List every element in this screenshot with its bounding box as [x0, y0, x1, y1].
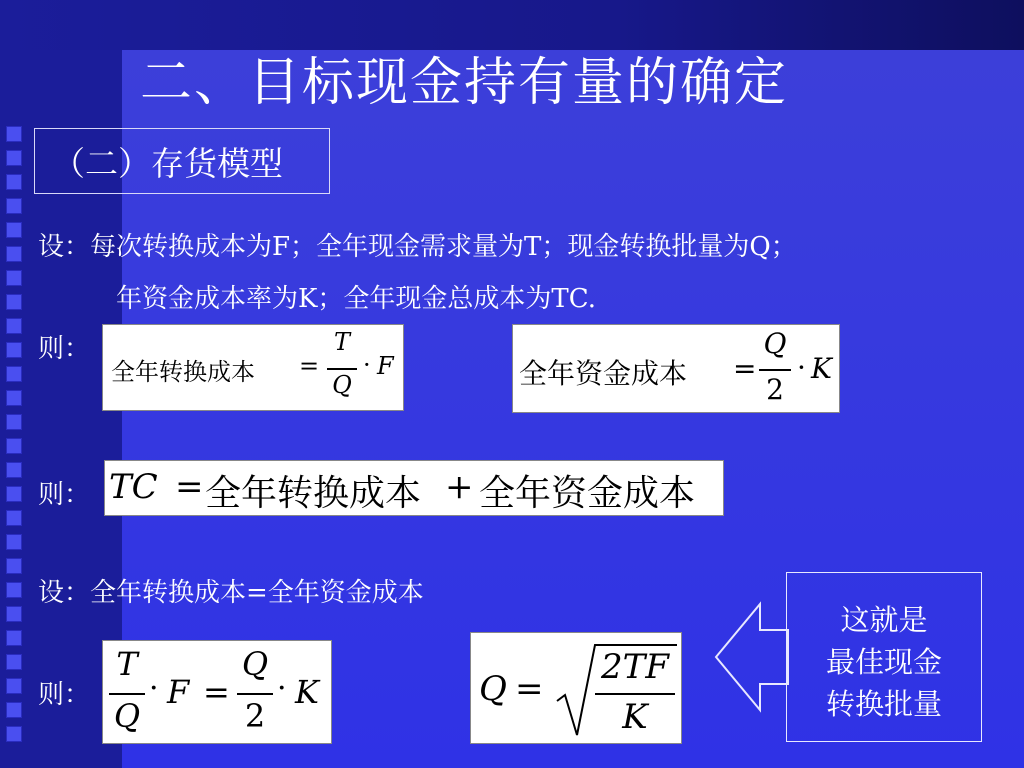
fraction-bar — [759, 369, 791, 371]
callout-line-3: 转换批量 — [825, 687, 942, 721]
multiply-dot: · — [797, 351, 806, 384]
denominator-2: 2 — [244, 697, 266, 735]
formula-equality — [102, 640, 332, 744]
equals-sign: = — [175, 467, 204, 507]
formula-capital-cost — [512, 324, 840, 413]
formula-optimal-q — [470, 632, 682, 744]
fraction-bar-1 — [109, 693, 145, 695]
then-label-1: 则： — [38, 334, 91, 364]
decor-square — [6, 462, 22, 478]
denominator-1: Q — [113, 697, 141, 735]
definition-line-1: 设：每次转换成本为F；全年现金需求量为T；现金转换批量为Q； — [38, 232, 797, 262]
callout-line-1: 这就是 — [840, 603, 928, 637]
decor-square — [6, 414, 22, 430]
formula-label: 全年转换成本 — [111, 358, 255, 386]
multiply-dot-2: · — [277, 671, 287, 706]
decor-square — [6, 606, 22, 622]
lhs: Q — [479, 669, 507, 709]
decor-square — [6, 438, 22, 454]
decor-square — [6, 366, 22, 382]
factor: F — [377, 352, 394, 380]
decor-square — [6, 534, 22, 550]
decor-square — [6, 702, 22, 718]
fraction-bar-2 — [237, 693, 273, 695]
decor-square — [6, 126, 22, 142]
plus-sign: + — [445, 467, 474, 507]
factor-1: F — [167, 673, 190, 711]
decor-square — [6, 342, 22, 358]
equals-sign: = — [733, 352, 757, 385]
factor: K — [811, 352, 832, 385]
formula-label: 全年资金成本 — [519, 357, 688, 390]
definition-line-2: 年资金成本率为K；全年现金总成本为TC. — [116, 284, 596, 314]
subtitle: （二）存货模型 — [52, 144, 283, 183]
numerator-1: T — [116, 645, 138, 683]
denominator: K — [622, 697, 648, 737]
term-1: 全年转换成本 — [205, 473, 422, 514]
decor-square — [6, 678, 22, 694]
term-2: 全年资金成本 — [479, 473, 696, 514]
multiply-dot-1: · — [149, 671, 159, 706]
numerator-2: Q — [241, 645, 269, 683]
slide-title: 二、目标现金持有量的确定 — [140, 53, 789, 113]
denominator: Q — [332, 371, 352, 399]
decor-square — [6, 222, 22, 238]
multiply-dot: · — [363, 351, 371, 379]
set-line: 设：全年转换成本=全年资金成本 — [38, 578, 424, 608]
numerator: Q — [763, 327, 787, 360]
fraction-bar — [595, 693, 675, 695]
numerator: 2TF — [601, 647, 669, 687]
decor-square — [6, 318, 22, 334]
denominator: 2 — [766, 373, 784, 406]
decor-square — [6, 486, 22, 502]
decor-square — [6, 510, 22, 526]
left-arrow-icon — [714, 600, 790, 714]
decor-square — [6, 558, 22, 574]
decor-square — [6, 726, 22, 742]
then-label-2: 则： — [38, 480, 91, 510]
decor-square — [6, 654, 22, 670]
fraction-bar — [327, 368, 357, 370]
decor-square — [6, 198, 22, 214]
decor-square — [6, 582, 22, 598]
decor-square — [6, 174, 22, 190]
decor-square — [6, 630, 22, 646]
numerator: T — [333, 328, 350, 356]
decor-square — [6, 246, 22, 262]
decor-square — [6, 150, 22, 166]
factor-2: K — [295, 673, 319, 711]
equals-sign: = — [203, 673, 230, 711]
equals-sign: = — [299, 352, 320, 380]
lhs: TC — [109, 467, 158, 507]
equals-sign: = — [515, 669, 544, 709]
then-label-3: 则： — [38, 680, 91, 710]
decor-square — [6, 294, 22, 310]
formula-conversion-cost — [102, 324, 404, 411]
callout-line-2: 最佳现金 — [825, 645, 942, 679]
decor-square — [6, 270, 22, 286]
decor-square — [6, 390, 22, 406]
formula-total-cost — [104, 460, 724, 516]
